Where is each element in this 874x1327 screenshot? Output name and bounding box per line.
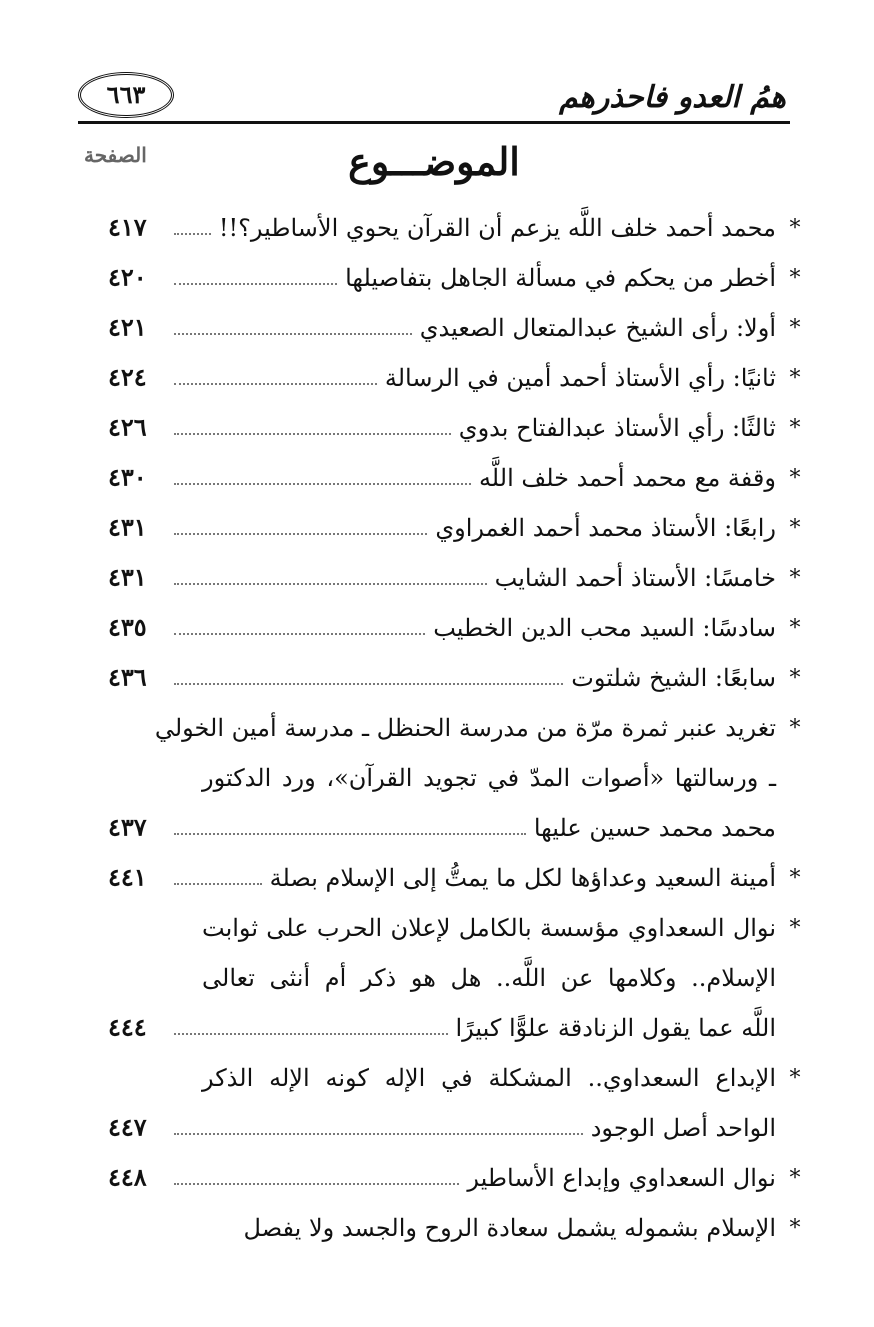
- page-number: ٦٦٣: [106, 80, 146, 109]
- toc-page-number: ٤٤٨: [108, 1162, 147, 1192]
- dot-leader: [174, 1183, 459, 1185]
- asterisk-bullet-icon: *: [789, 265, 801, 291]
- asterisk-bullet-icon: *: [789, 465, 801, 491]
- dot-leader: [174, 1133, 583, 1135]
- toc-line: [96, 653, 810, 703]
- dot-leader: [174, 233, 211, 235]
- toc-entry-text: رابعًا: الأستاذ محمد أحمد الغمراوي: [435, 514, 776, 542]
- asterisk-bullet-icon: *: [789, 865, 801, 891]
- toc-entry-text: وقفة مع محمد أحمد خلف اللَّه: [478, 464, 776, 492]
- toc-entry-text: أمينة السعيد وعداؤها لكل ما يمتُّ إلى الإسلام بصلة: [269, 864, 776, 892]
- asterisk-bullet-icon: *: [789, 515, 801, 541]
- toc-entry-text: سادسًا: السيد محب الدين الخطيب: [433, 614, 776, 642]
- toc-page-number: ٤٣٦: [108, 662, 147, 692]
- toc-entry-text: ثالثًا: رأي الأستاذ عبدالفتاح بدوي: [458, 414, 776, 442]
- toc-line: [96, 853, 810, 903]
- dot-leader: [174, 433, 451, 435]
- asterisk-bullet-icon: *: [789, 365, 801, 391]
- toc-page-number: ٤٢١: [108, 312, 147, 342]
- asterisk-bullet-icon: *: [789, 565, 801, 591]
- toc-page-number: ٤٢٦: [108, 412, 147, 442]
- toc-entry-text: أخطر من يحكم في مسألة الجاهل بتفاصيلها: [345, 264, 776, 292]
- toc-line: [96, 603, 810, 653]
- asterisk-bullet-icon: *: [789, 215, 801, 241]
- dot-leader: [174, 383, 377, 385]
- toc-page-number: ٤٣١: [108, 562, 147, 592]
- toc-entry-text: الإبداع السعداوي.. المشكلة في الإله كونه الإله الذكر: [202, 1064, 776, 1092]
- toc-line: [96, 403, 810, 453]
- toc-line: [96, 1103, 810, 1153]
- toc-page-number: ٤٣٧: [108, 812, 147, 842]
- dot-leader: [174, 583, 487, 585]
- toc-line: [96, 553, 810, 603]
- dot-leader: [174, 633, 425, 635]
- toc-entry-text: نوال السعداوي وإبداع الأساطير: [467, 1164, 776, 1192]
- page-column-head: الصفحة: [84, 143, 147, 167]
- dot-leader: [174, 333, 412, 335]
- toc-line: [96, 203, 810, 253]
- dot-leader: [174, 1033, 448, 1035]
- dot-leader: [174, 683, 563, 685]
- asterisk-bullet-icon: *: [789, 715, 801, 741]
- toc-entry-text: الإسلام.. وكلامها عن اللَّه.. هل هو ذكر أم أنثى تعالى: [202, 964, 776, 992]
- toc-entry-text: الإسلام بشموله يشمل سعادة الروح والجسد ولا يفصل: [243, 1214, 776, 1242]
- running-header: [78, 72, 790, 124]
- toc-line: [96, 353, 810, 403]
- toc-line: [96, 1053, 810, 1103]
- toc-entry-text: أولا: رأى الشيخ عبدالمتعال الصعيدي: [419, 314, 776, 342]
- toc-page-number: ٤٤٧: [108, 1112, 147, 1142]
- asterisk-bullet-icon: *: [789, 1065, 801, 1091]
- topic-column-head: الموضـــوع: [348, 139, 520, 184]
- header-rule: [78, 121, 790, 124]
- asterisk-bullet-icon: *: [789, 415, 801, 441]
- asterisk-bullet-icon: *: [789, 615, 801, 641]
- asterisk-bullet-icon: *: [789, 1215, 801, 1241]
- table-of-contents: [96, 203, 810, 1253]
- toc-line: [96, 803, 810, 853]
- toc-line: [96, 903, 810, 953]
- toc-line: [96, 1153, 810, 1203]
- toc-page-number: ٤١٧: [108, 212, 147, 242]
- toc-line: [96, 503, 810, 553]
- toc-entry-text: محمد أحمد خلف اللَّه يزعم أن القرآن يحوي الأساطير؟!!: [218, 214, 776, 242]
- toc-line: [96, 303, 810, 353]
- column-heads: [78, 135, 790, 191]
- dot-leader: [174, 283, 337, 285]
- dot-leader: [174, 533, 427, 535]
- toc-line: [96, 453, 810, 503]
- toc-entry-text: ثانيًا: رأي الأستاذ أحمد أمين في الرسالة: [384, 364, 776, 392]
- asterisk-bullet-icon: *: [789, 665, 801, 691]
- toc-entry-text: خامسًا: الأستاذ أحمد الشايب: [494, 564, 776, 592]
- asterisk-bullet-icon: *: [789, 315, 801, 341]
- toc-line: [96, 753, 810, 803]
- toc-entry-text: اللَّه عما يقول الزنادقة علوًّا كبيرًا: [455, 1014, 776, 1042]
- toc-page-number: ٤٣٥: [108, 612, 147, 642]
- toc-page-number: ٤٢٤: [108, 362, 147, 392]
- dot-leader: [174, 483, 471, 485]
- toc-entry-text: نوال السعداوي مؤسسة بالكامل لإعلان الحرب على ثوابت: [202, 914, 776, 942]
- toc-page-number: ٤٣١: [108, 512, 147, 542]
- asterisk-bullet-icon: *: [789, 1165, 801, 1191]
- dot-leader: [174, 833, 526, 835]
- toc-entry-text: سابعًا: الشيخ شلتوت: [571, 664, 776, 692]
- dot-leader: [174, 883, 262, 885]
- toc-entry-text: تغريد عنبر ثمرة مرّة من مدرسة الحنظل ـ مدرسة أمين الخولي: [154, 714, 776, 742]
- toc-entry-text: الواحد أصل الوجود: [590, 1114, 776, 1142]
- toc-line: [96, 703, 810, 753]
- toc-entry-text: محمد محمد حسين عليها: [533, 814, 776, 842]
- running-title: همُ العدو فاحذرهم: [559, 80, 786, 115]
- toc-line: [96, 253, 810, 303]
- toc-line: [96, 1203, 810, 1253]
- toc-page-number: ٤٤١: [108, 862, 147, 892]
- toc-line: [96, 1003, 810, 1053]
- toc-line: [96, 953, 810, 1003]
- toc-page-number: ٤٤٤: [108, 1012, 147, 1042]
- page-number-frame: [78, 72, 174, 118]
- toc-page-number: ٤٣٠: [108, 462, 147, 492]
- asterisk-bullet-icon: *: [789, 915, 801, 941]
- toc-page-number: ٤٢٠: [108, 262, 147, 292]
- toc-entry-text: ـ ورسالتها «أصوات المدّ في تجويد القرآن»، ورد الدكتور: [202, 764, 776, 792]
